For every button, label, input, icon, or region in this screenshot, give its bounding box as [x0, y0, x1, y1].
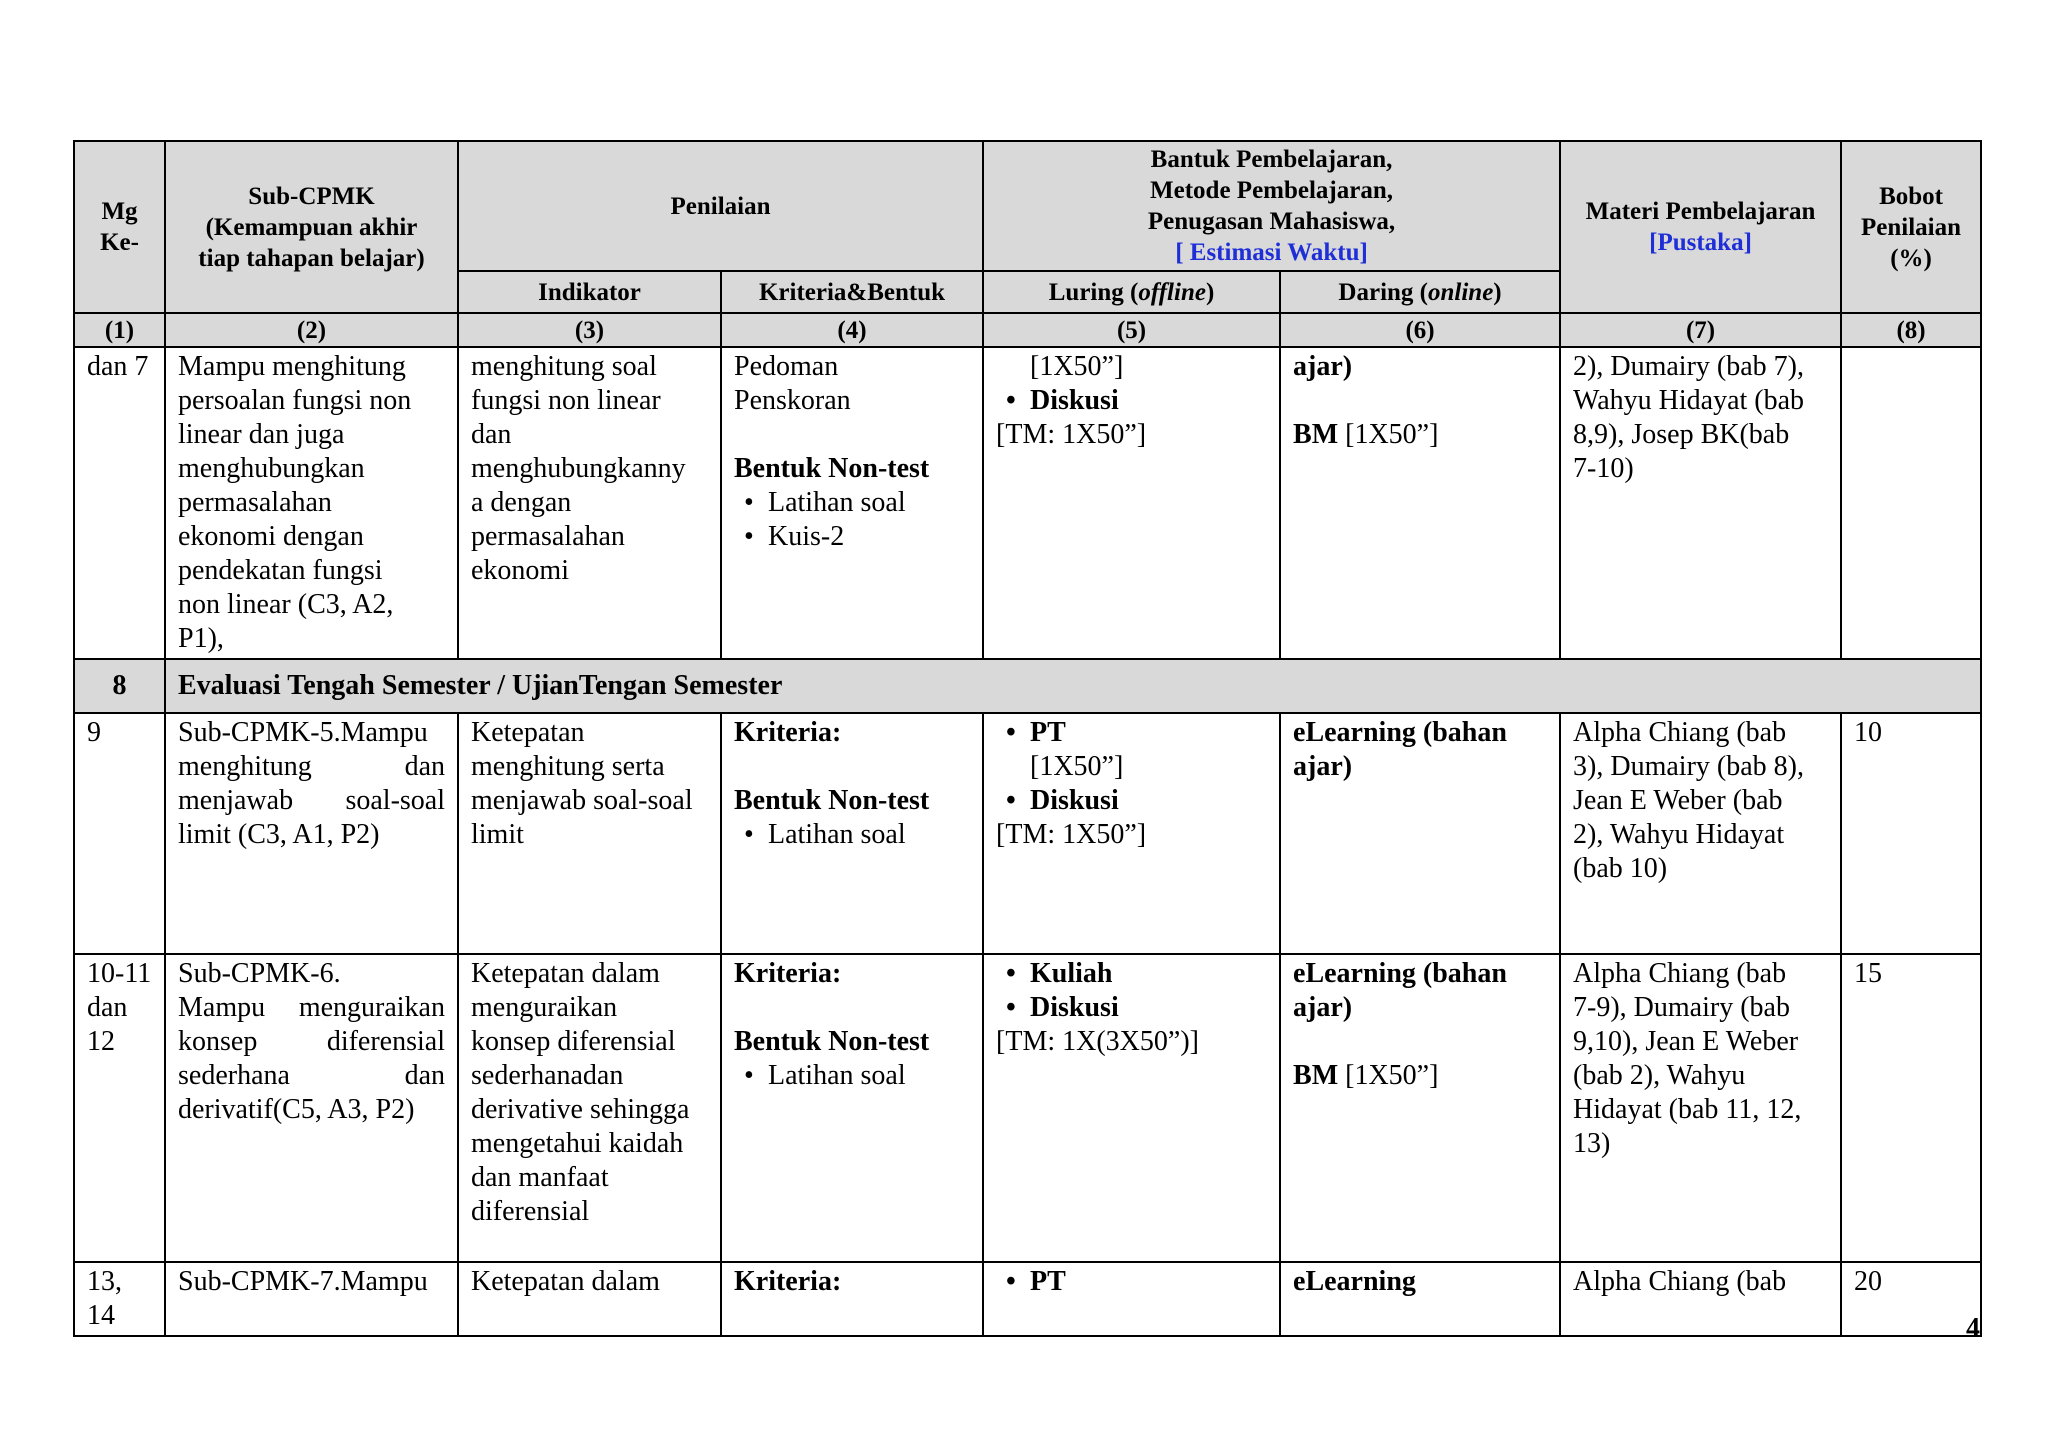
indikator-cell: Ketepatan menghitung serta menjawab soal-soal limit: [458, 713, 721, 954]
rps-table: [73, 140, 1982, 1337]
kriteria-bentuk-cell: Pedoman Penskoran Bentuk Non-test • Latihan soal • Kuis-2: [721, 347, 983, 659]
header-materi: Materi Pembelajaran [Pustaka]: [1560, 141, 1841, 313]
daring-cell: eLearning (bahan ajar): [1280, 713, 1560, 954]
luring-list: [996, 784, 1267, 818]
bobot-cell: [1841, 347, 1981, 659]
header-luring: Luring (offline): [983, 271, 1280, 313]
mg-cell: 9: [74, 713, 165, 954]
header-daring: Daring (online): [1280, 271, 1560, 313]
col-number: (1): [74, 313, 165, 347]
mg-cell: 13, 14: [74, 1262, 165, 1336]
bobot-cell: 10: [1841, 713, 1981, 954]
bobot-cell: 20: [1841, 1262, 1981, 1336]
luring-cell: • Kuliah • Diskusi [TM: 1X(3X50”)]: [983, 954, 1280, 1262]
kriteria-bentuk-cell: Kriteria:: [721, 1262, 983, 1336]
materi-cell: 2), Dumairy (bab 7), Wahyu Hidayat (bab 8,9), Josep BK(bab 7-10): [1560, 347, 1841, 659]
subcpmk-cell: Sub-CPMK-6. Mampu menguraikan konsep diferensial sederhana dan derivatif(C5, A3, P2): [165, 954, 458, 1262]
indikator-cell: menghitung soal fungsi non linear dan menghubungkanny a dengan permasalahan ekonomi: [458, 347, 721, 659]
list-item: • PT: [996, 1265, 1267, 1299]
col-number: (2): [165, 313, 458, 347]
header-bobot: Bobot Penilaian (%): [1841, 141, 1981, 313]
col-number: (3): [458, 313, 721, 347]
luring-cell: [1X50”] • Diskusi [TM: 1X50”]: [983, 347, 1280, 659]
luring-list: [996, 1265, 1267, 1299]
mg-cell: 8: [74, 659, 165, 713]
luring-cell: • PT [1X50”] • Diskusi [TM: 1X50”]: [983, 713, 1280, 954]
header-mg: Mg Ke-: [74, 141, 165, 313]
kriteria-bentuk-cell: Kriteria: Bentuk Non-test • Latihan soal: [721, 954, 983, 1262]
bentuk-list: [734, 486, 970, 554]
estimasi-waktu-link: [ Estimasi Waktu]: [1175, 239, 1368, 266]
materi-cell: Alpha Chiang (bab: [1560, 1262, 1841, 1336]
list-item: • Kuis-2: [734, 520, 970, 554]
table-row: [74, 1262, 1981, 1336]
header-indikator: Indikator: [458, 271, 721, 313]
header-penilaian: Penilaian: [458, 141, 983, 271]
table-row: [74, 713, 1981, 954]
list-item: • Latihan soal: [734, 486, 970, 520]
luring-list: [996, 716, 1267, 750]
list-item: • Latihan soal: [734, 818, 970, 852]
daring-cell: eLearning: [1280, 1262, 1560, 1336]
daring-cell: eLearning (bahan ajar) BM [1X50”]: [1280, 954, 1560, 1262]
mg-cell: dan 7: [74, 347, 165, 659]
bobot-cell: 15: [1841, 954, 1981, 1262]
materi-cell: Alpha Chiang (bab 7-9), Dumairy (bab 9,10), Jean E Weber (bab 2), Wahyu Hidayat (bab 11, 12, 13): [1560, 954, 1841, 1262]
list-item: • Diskusi: [996, 784, 1267, 818]
table-row-evaluation: [74, 659, 1981, 713]
subcpmk-cell: Mampu menghitung persoalan fungsi non linear dan juga menghubungkan permasalahan ekonomi dengan pendekatan fungsi non linear (C3, A2, P1),: [165, 347, 458, 659]
col-number: (7): [1560, 313, 1841, 347]
subcpmk-cell: Sub-CPMK-7.Mampu: [165, 1262, 458, 1336]
list-item: • Diskusi: [996, 384, 1267, 418]
indikator-cell: Ketepatan dalam: [458, 1262, 721, 1336]
header-subcpmk: Sub-CPMK (Kemampuan akhir tiap tahapan belajar): [165, 141, 458, 313]
header-bantuk: Bantuk Pembelajaran, Metode Pembelajaran, Penugasan Mahasiswa, [ Estimasi Waktu]: [983, 141, 1560, 271]
bentuk-list: [734, 1059, 970, 1093]
mg-cell: 10-11 dan 12: [74, 954, 165, 1262]
list-item: • Kuliah: [996, 957, 1267, 991]
table-row: [74, 954, 1981, 1262]
header-row-1: [74, 141, 1981, 271]
subcpmk-cell: Sub-CPMK-5.Mampu menghitung dan menjawab soal-soal limit (C3, A1, P2): [165, 713, 458, 954]
col-number: (6): [1280, 313, 1560, 347]
col-number: (4): [721, 313, 983, 347]
kriteria-bentuk-cell: Kriteria: Bentuk Non-test • Latihan soal: [721, 713, 983, 954]
page-number: 4: [1966, 1313, 1980, 1344]
list-item: • Diskusi: [996, 991, 1267, 1025]
luring-list: [996, 384, 1267, 418]
daring-cell: ajar) BM [1X50”]: [1280, 347, 1560, 659]
luring-list: [996, 957, 1267, 1025]
indikator-cell: Ketepatan dalam menguraikan konsep diferensial sederhanadan derivative sehingga mengetahui kaidah dan manfaat diferensial: [458, 954, 721, 1262]
table-row: [74, 347, 1981, 659]
header-kriteria-bentuk: Kriteria&Bentuk: [721, 271, 983, 313]
materi-cell: Alpha Chiang (bab 3), Dumairy (bab 8), Jean E Weber (bab 2), Wahyu Hidayat (bab 10): [1560, 713, 1841, 954]
bentuk-list: [734, 818, 970, 852]
luring-cell: [983, 1262, 1280, 1336]
list-item: • Latihan soal: [734, 1059, 970, 1093]
col-number: (5): [983, 313, 1280, 347]
list-item: • PT: [996, 716, 1267, 750]
header-numbers-row: [74, 313, 1981, 347]
col-number: (8): [1841, 313, 1981, 347]
pustaka-link: [Pustaka]: [1649, 229, 1752, 256]
evaluation-text: Evaluasi Tengah Semester / UjianTengan Semester: [165, 659, 1981, 713]
